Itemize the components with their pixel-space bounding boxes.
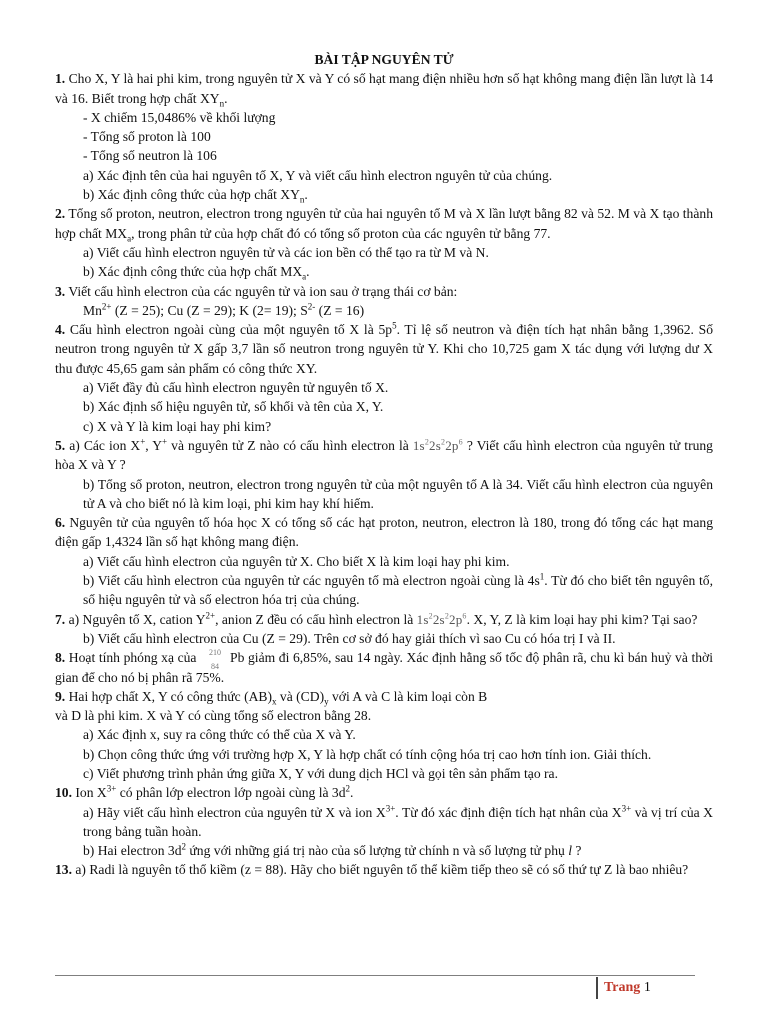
question-4-part-b: b) Xác định số hiệu nguyên tử, số khối và tên của X, Y. (83, 399, 384, 415)
question-text: b) Xác định công thức của hợp chất XY (83, 187, 300, 203)
superscript: 5 (392, 320, 397, 331)
question-10-part-a (55, 803, 713, 842)
question-text: Hoạt tính phóng xạ của (65, 650, 201, 666)
question-number: 8. (55, 650, 66, 666)
question-text: b) Viết cấu hình electron của nguyên tử các nguyên tố mà electron ngoài cùng là 4s (83, 573, 540, 589)
question-text: có phân lớp electron lớp ngoài cùng là 3d (116, 785, 346, 801)
page-title: BÀI TẬP NGUYÊN TỬ (314, 52, 454, 67)
question-7-part-b: b) Viết cấu hình electron của Cu (Z = 29). Trên cơ sở đó hay giải thích vì sao Cu có hóa trị I và II. (83, 630, 616, 646)
superscript: 2 (345, 783, 350, 794)
question-text: Cho X, Y là hai phi kim, trong nguyên tử X và Y có số hạt mang điện nhiều hơn số hạt không mang điện lần lượt là 14 và 16. Biết trong hợp chất XY (55, 71, 713, 106)
question-5 (55, 436, 713, 475)
question-3-species (55, 301, 713, 320)
question-text: b) Hai electron 3d (83, 843, 182, 859)
question-4-part-a: a) Viết đầy đủ cấu hình electron nguyên tử nguyên tố X. (83, 380, 389, 396)
question-text: a) Các ion X (65, 437, 141, 453)
question-9 (55, 687, 713, 706)
superscript: 6 (458, 437, 463, 447)
atomic-number: 84 (211, 662, 220, 672)
question-text: , Y (145, 437, 163, 453)
question-text: và (CD) (276, 688, 325, 704)
page-footer (604, 980, 651, 996)
question-3 (55, 282, 713, 301)
quantum-number-symbol: l (568, 843, 572, 859)
nuclide-notation (203, 648, 227, 672)
question-9-part-b: b) Chọn công thức ứng với trường hợp X, Y là hợp chất có tính cộng hóa trị cao hơn tính ion. Giải thích. (83, 746, 652, 762)
question-8 (55, 648, 713, 687)
page-number: 1 (643, 980, 651, 995)
question-text: ? (571, 843, 582, 859)
question-text: . (306, 264, 310, 280)
mass-number: 210 (209, 648, 222, 658)
superscript: 2 (444, 611, 450, 621)
question-text: . (304, 187, 308, 203)
superscript: 2 (424, 437, 430, 447)
superscript: 1 (539, 571, 545, 582)
question-text: . X, Y, Z là kim loại hay phi kim? Tại sao? (466, 611, 698, 627)
question-text: (Z = 16) (315, 302, 365, 318)
question-1-bullet: - X chiếm 15,0486% về khối lượng (83, 109, 276, 125)
question-text: ứng với những giá trị nào của số lượng tử chính n và số lượng tử phụ (186, 843, 569, 859)
question-number: 9. (55, 688, 66, 704)
question-number: 4. (55, 322, 66, 338)
question-text: . Tỉ lệ số neutron và điện tích hạt nhân bằng 1,3962. Số neutron trong nguyên tử X gấp 3,7 lần số neutron trong nguyên tử Y. Khi cho 10,725 gam X tác dụng với lượng dư X thu được 45,65 gam sản phẩm có công thức XY. (55, 322, 713, 376)
subscript: a (302, 271, 307, 282)
subscript: n (299, 194, 305, 205)
question-text: ? Viết cấu hình electron của nguyên tử trung hòa X và Y ? (55, 437, 713, 473)
superscript: 3+ (385, 803, 396, 814)
page-label: Trang (604, 980, 641, 995)
question-text: Hai hợp chất X, Y có công thức (AB) (65, 688, 273, 704)
question-text: a) Hãy viết cấu hình electron của nguyên tử X và ion X (83, 804, 386, 820)
question-text: Ion X (72, 785, 107, 801)
superscript: 3+ (621, 803, 632, 814)
question-6-part-a: a) Viết cấu hình electron của nguyên tử X. Cho biết X là kim loại hay phi kim. (83, 553, 510, 569)
question-number: 13. (55, 862, 72, 878)
question-text: Mn (83, 302, 102, 318)
question-number: 7. (55, 611, 66, 627)
subscript: n (219, 98, 225, 109)
orbital: 1s (416, 611, 429, 627)
question-number: 1. (55, 71, 66, 87)
orbital: 2s (432, 611, 445, 627)
question-text: . Từ đó cho biết tên nguyên tố, số hiệu nguyên tử và số electron hóa trị của chúng. (83, 573, 713, 608)
question-2-part-a: a) Viết cấu hình electron nguyên tử và các ion bền có thể tạo ra từ M và N. (83, 244, 489, 260)
question-2-part-b (55, 262, 713, 281)
superscript: 3+ (106, 783, 117, 794)
question-text: Viết cấu hình electron của các nguyên tử và ion sau ở trạng thái cơ bản: (65, 283, 458, 299)
subscript: x (272, 696, 277, 707)
orbital: 2p (449, 611, 463, 627)
orbital: 2p (445, 437, 459, 453)
question-number: 3. (55, 283, 66, 299)
document-content (55, 50, 713, 880)
question-9-part-c: c) Viết phương trình phản ứng giữa X, Y với dung dịch HCl và gọi tên sản phẩm tạo ra. (83, 765, 558, 781)
question-text: b) Xác định công thức của hợp chất MX (83, 264, 303, 280)
electron-configuration (413, 438, 463, 453)
question-2 (55, 204, 713, 243)
question-9-line-2: và D là phi kim. X và Y có cùng tổng số electron bằng 28. (55, 708, 372, 724)
question-4-part-c: c) X và Y là kim loại hay phi kim? (83, 418, 272, 434)
question-number: 6. (55, 515, 66, 531)
question-6-part-b (55, 571, 713, 610)
question-text: . (350, 785, 354, 801)
question-number: 10. (55, 785, 72, 801)
orbital: 1s (412, 437, 425, 453)
question-text: với A và C là kim loại còn B (328, 688, 488, 704)
superscript: + (162, 436, 168, 447)
question-number: 2. (55, 206, 66, 222)
question-text: và nguyên tử Z nào có cấu hình electron là (167, 437, 413, 453)
question-number: 5. (55, 437, 66, 453)
footer-divider (55, 975, 695, 976)
superscript: 2- (307, 301, 316, 312)
question-text: a) Nguyên tố X, cation Y (65, 611, 206, 627)
question-text: và vị trí của X trong bảng tuần hoàn. (83, 804, 713, 839)
question-1-bullet: - Tổng số neutron là 106 (83, 148, 217, 164)
question-1 (55, 69, 713, 108)
question-text: . (224, 90, 228, 106)
question-10 (55, 783, 713, 802)
subscript: a (127, 233, 132, 244)
question-7 (55, 610, 713, 629)
question-6 (55, 513, 713, 552)
superscript: 2 (428, 611, 433, 621)
subscript: y (324, 696, 329, 707)
superscript: 2 (440, 437, 446, 447)
question-text: , anion Z đều có cấu hình electron là (215, 611, 417, 627)
question-1-bullet: - Tổng số proton là 100 (83, 129, 211, 145)
superscript: 2+ (205, 610, 216, 621)
question-1-part-a: a) Xác định tên của hai nguyên tố X, Y và viết cấu hình electron nguyên tử của chúng. (83, 167, 553, 183)
question-text: Tổng số proton, neutron, electron trong nguyên tử của hai nguyên tố M và X lần lượt bằng 82 và 52. M và X tạo thành hợp chất MX (55, 206, 713, 241)
superscript: 6 (462, 611, 467, 621)
electron-configuration (417, 612, 467, 627)
question-5-part-b: b) Tổng số proton, neutron, electron trong nguyên tử của một nguyên tố A là 34. Viết cấu hình electron của nguyên tử A và cho biết nó là kim loại, phi kim hay khí hiếm. (83, 476, 713, 511)
orbital: 2s (429, 437, 441, 453)
question-text: , trong phân tử của hợp chất đó có tổng số proton của các nguyên tử bằng 77. (131, 225, 551, 241)
question-text: . Từ đó xác định điện tích hạt nhân của X (395, 804, 622, 820)
superscript: 2+ (101, 301, 112, 312)
question-text: Nguyên tử của nguyên tố hóa học X có tổng số các hạt proton, neutron, electron là 180, trong đó tổng các hạt mang điện gấp 1,4324 lần số hạt không mang điện. (55, 515, 713, 550)
question-4 (55, 320, 713, 378)
question-text: (Z = 25); Cu (Z = 29); K (2= 19); S (111, 302, 308, 318)
question-10-part-b (55, 841, 713, 860)
superscript: 2 (181, 841, 187, 852)
question-text: a) Radi là nguyên tố thổ kiềm (z = 88). Hãy cho biết nguyên tố thể kiềm tiếp theo sẽ có số thứ tự Z là bao nhiêu? (72, 862, 689, 878)
superscript: + (140, 436, 146, 447)
question-text: Pb giảm đi 6,85%, sau 14 ngày. Xác định hằng số tốc độ phân rã, chu kì bán huỷ và thời gian để cho nó bị phân rã 75%. (55, 650, 713, 685)
footer-bar (596, 977, 598, 999)
question-9-part-a: a) Xác định x, suy ra công thức có thể của X và Y. (83, 727, 356, 743)
question-1-part-b (55, 185, 713, 204)
question-text: Cấu hình electron ngoài cùng của một nguyên tố X là 5p (65, 322, 393, 338)
question-13 (55, 860, 713, 879)
